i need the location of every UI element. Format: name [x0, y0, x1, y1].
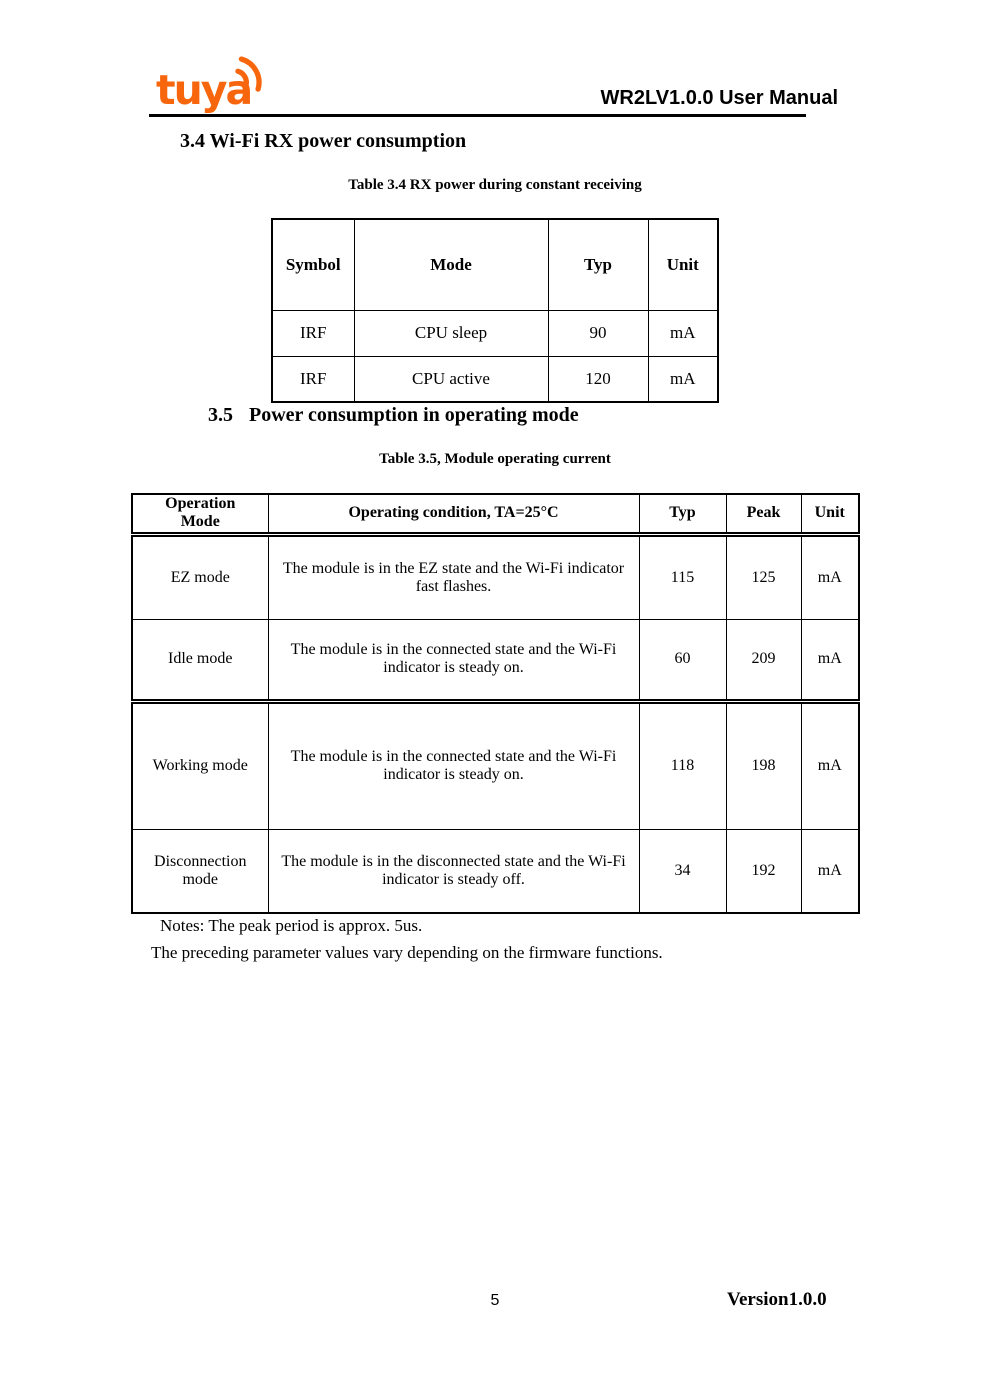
table-cell: The module is in the connected state and the Wi-Fi indicator is steady on. [268, 701, 639, 829]
table-cell: mA [648, 310, 718, 356]
table-cell: 118 [639, 701, 726, 829]
section-number: 3.5 [208, 404, 233, 426]
rx-power-table [271, 218, 719, 403]
table-cell: mA [801, 829, 859, 913]
header-cell-mode: Mode [354, 219, 548, 310]
table-cell: 125 [726, 534, 801, 619]
table-cell: 209 [726, 619, 801, 701]
table-cell: CPU sleep [354, 310, 548, 356]
notes-line-1: Notes: The peak period is approx. 5us. [160, 916, 423, 935]
table-cell: CPU active [354, 356, 548, 402]
header-rule [149, 114, 806, 117]
table-row [272, 356, 718, 402]
table-header-row [272, 219, 718, 310]
table-caption-3-5: Table 3.5, Module operating current [379, 451, 611, 467]
table-cell: Working mode [132, 701, 268, 829]
table-cell: Disconnection mode [132, 829, 268, 913]
table-cell: The module is in the connected state and the Wi-Fi indicator is steady on. [268, 619, 639, 701]
table-cell: mA [801, 534, 859, 619]
table-cell: IRF [272, 356, 354, 402]
table-cell: mA [801, 619, 859, 701]
table-row-ez-mode [132, 534, 859, 619]
table-cell: 34 [639, 829, 726, 913]
notes-line-2: The preceding parameter values vary depending on the firmware functions. [151, 943, 663, 962]
table-cell: The module is in the EZ state and the Wi-Fi indicator fast flashes. [268, 534, 639, 619]
table-cell: The module is in the disconnected state and the Wi-Fi indicator is steady off. [268, 829, 639, 913]
header-cell-symbol: Symbol [272, 219, 354, 310]
table-cell: 198 [726, 701, 801, 829]
header-cell-operating-condition: Operating condition, TA=25°C [268, 494, 639, 534]
table-header-row [132, 494, 859, 534]
page-number: 5 [490, 1292, 500, 1309]
table-row-working-mode [132, 701, 859, 829]
section-title: Power consumption in operating mode [249, 404, 579, 426]
version-label: Version1.0.0 [727, 1289, 827, 1310]
table-cell: 120 [548, 356, 648, 402]
table-row [272, 310, 718, 356]
table-cell: 192 [726, 829, 801, 913]
table-row-idle-mode [132, 619, 859, 701]
tuya-logo-text: tuya [156, 66, 252, 114]
table-cell: IRF [272, 310, 354, 356]
header-cell-typ: Typ [548, 219, 648, 310]
section-heading-3-5 [208, 404, 579, 427]
table-cell: 60 [639, 619, 726, 701]
table-cell: 90 [548, 310, 648, 356]
table-caption-3-4: Table 3.4 RX power during constant receiving [348, 177, 642, 193]
operating-current-table [131, 493, 860, 914]
header-cell-unit: Unit [801, 494, 859, 534]
table-cell: mA [801, 701, 859, 829]
header-cell-unit: Unit [648, 219, 718, 310]
header-cell-typ: Typ [639, 494, 726, 534]
table-cell: EZ mode [132, 534, 268, 619]
header-cell-operation-mode: Operation Mode [132, 494, 268, 534]
tuya-logo [156, 62, 276, 118]
section-heading-3-4: 3.4 Wi-Fi RX power consumption [180, 130, 467, 152]
table-cell: mA [648, 356, 718, 402]
header-cell-peak: Peak [726, 494, 801, 534]
table-cell: 115 [639, 534, 726, 619]
table-cell: Idle mode [132, 619, 268, 701]
document-title: WR2LV1.0.0 User Manual [600, 87, 838, 109]
table-row-disconnection-mode [132, 829, 859, 913]
